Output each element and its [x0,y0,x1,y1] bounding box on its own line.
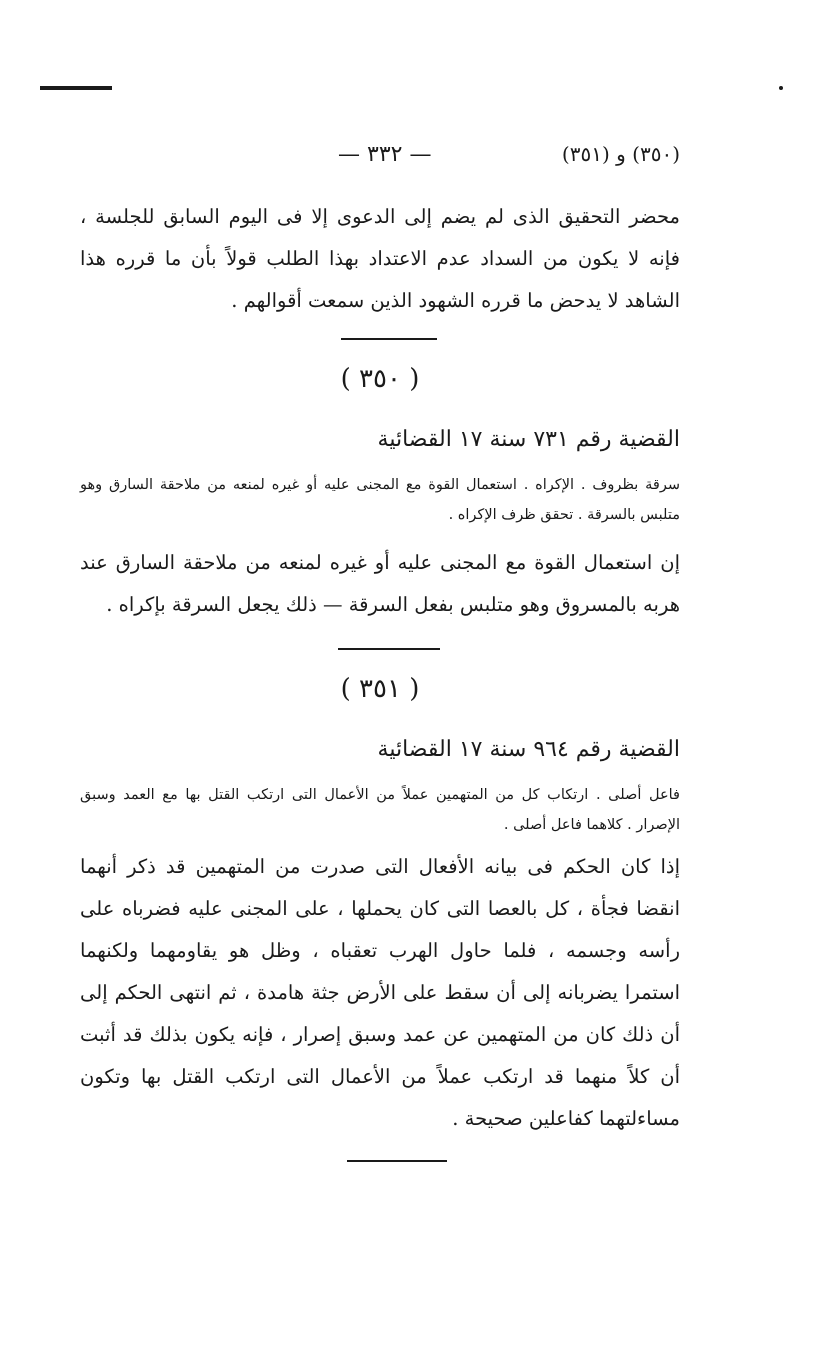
end-divider [347,1160,447,1162]
case-body-351: إذا كان الحكم فى بيانه الأفعال التى صدرت من المتهمين قد ذكر أنهما انقضا فجأة ، كل بالعصا التى كان يحملها ، على المجنى عليه فضرباه على رأسه وجسمه ، فلما حاول الهرب تعقباه ، وظل هو يقاومهما ولكنهما استمرا يضربانه إلى أن سقط على الأرض جثة هامدة ، ثم انتهى الحكم إلى أن ذلك كان من المتهمين عن عمد وسبق إصرار ، فإنه يكون بذلك قد أثبت أن كلاً منهما قد ارتكب عملاً من الأعمال التى ارتكب القتل بها وتكون مساءلتهما كفاعلين صحيحة . [80,855,680,1130]
case-summary-351: فاعل أصلى . ارتكاب كل من المتهمين عملاً من الأعمال التى ارتكب القتل بها مع العمد وسبق الإصرار . كلاهما فاعل أصلى . [80,787,680,833]
case-summary-350: سرقة بظروف . الإكراه . استعمال القوة مع المجنى عليه أو غيره لمنعه من ملاحقة السارق وهو متلبس بالسرقة . تحقق ظرف الإكراه . [80,477,680,523]
running-head: (٣٥٠) و (٣٥١) [561,142,680,166]
section-divider [338,648,440,650]
page-header [80,138,680,174]
case-title-351: القضية رقم ٩٦٤ سنة ١٧ القضائية [377,737,680,762]
page-number: — ٣٣٢ — [338,142,432,167]
case-body-350: إن استعمال القوة مع المجنى عليه أو غيره لمنعه من ملاحقة السارق عند هربه بالمسروق وهو متلبس بفعل السرقة — ذلك يجعل السرقة بإكراه . [80,551,680,616]
section-divider [341,338,437,340]
case-title-350: القضية رقم ٧٣١ سنة ١٧ القضائية [377,427,680,452]
section-number-351: ( ٣٥١ ) [340,674,420,704]
section-number-350: ( ٣٥٠ ) [340,364,420,394]
edge-dot [779,86,783,90]
intro-paragraph: محضر التحقيق الذى لم يضم إلى الدعوى إلا فى اليوم السابق للجلسة ، فإنه لا يكون من السداد عدم الاعتداد بهذا الطلب قولاً بأن ما قرره هذا الشاهد لا يدحض ما قرره الشهود الذين سمعت أقوالهم . [80,205,680,312]
edge-mark [40,86,112,90]
